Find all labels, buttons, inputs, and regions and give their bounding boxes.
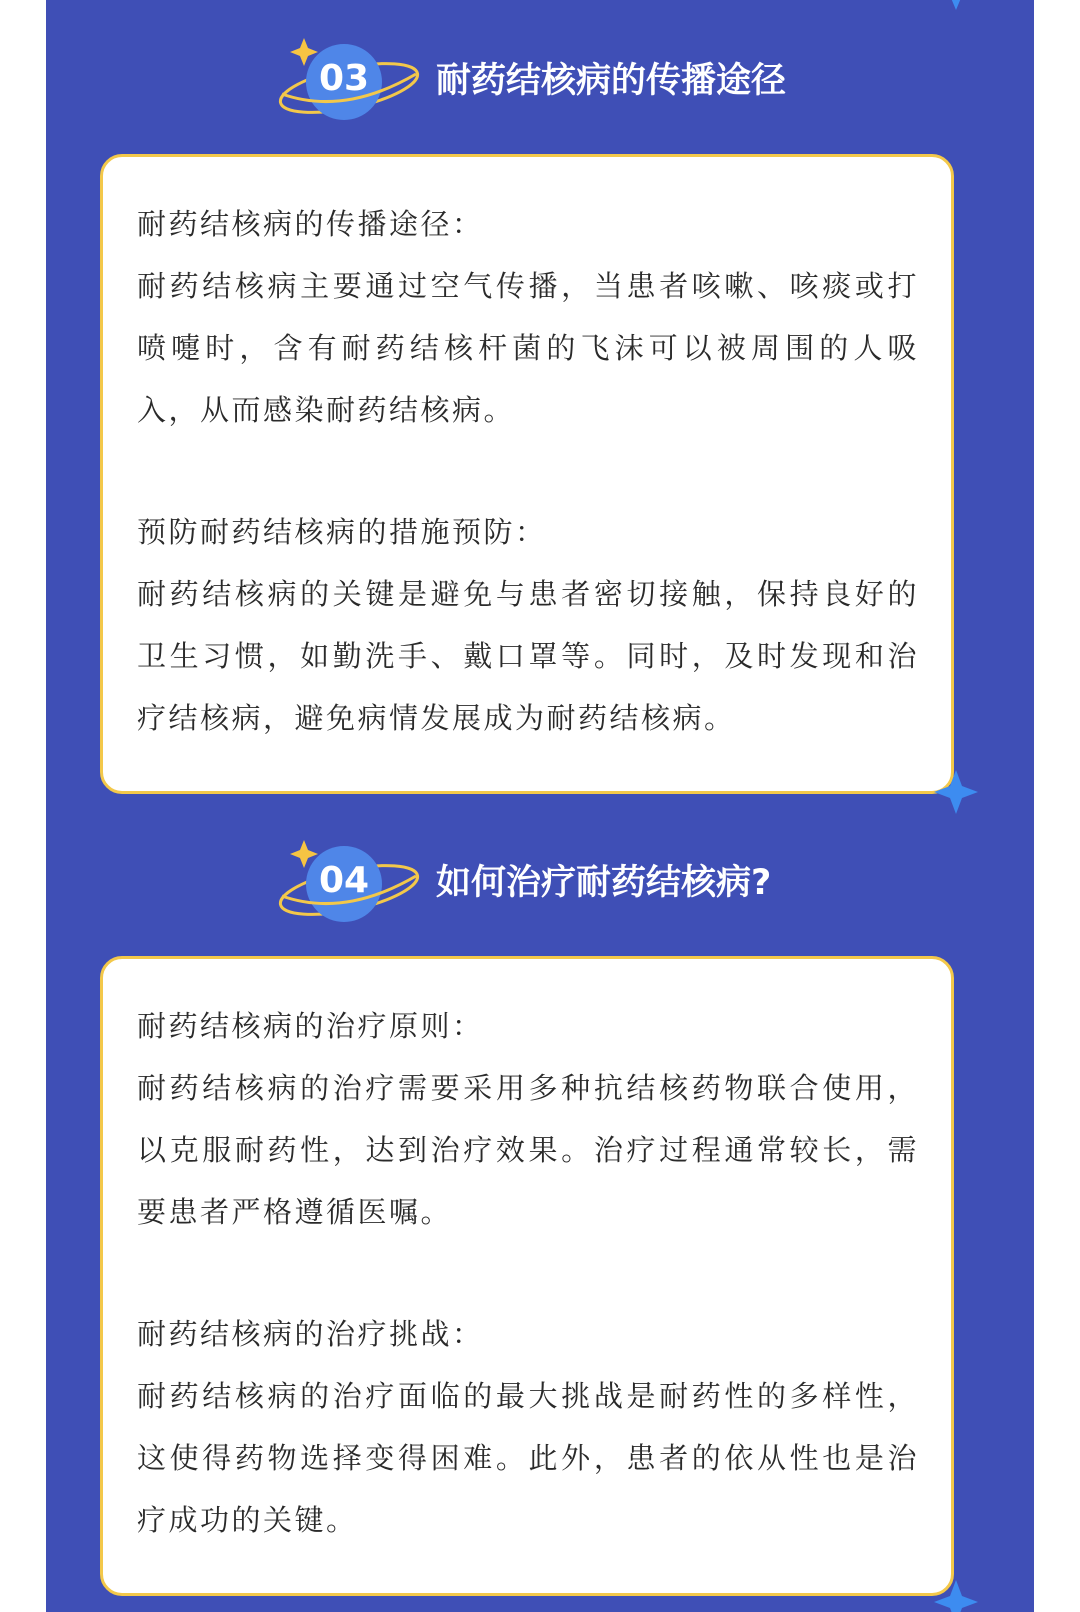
section-header-03 xyxy=(46,24,1034,134)
sparkle-icon xyxy=(926,0,986,16)
paragraph-heading: 耐药结核病的治疗挑战： xyxy=(137,1317,484,1351)
sparkle-icon xyxy=(926,1576,986,1612)
section-title: 如何治疗耐药结核病? xyxy=(436,863,772,903)
planet-badge-icon xyxy=(274,826,424,936)
paragraph-heading: 耐药结核病的传播途径： xyxy=(137,207,484,241)
paragraph-body: 耐药结核病的关键是避免与患者密切接触，保持良好的卫生习惯，如勤洗手、戴口罩等。同时，及时发现和治疗结核病，避免病情发展成为耐药结核病。 xyxy=(137,577,919,735)
sparkle-icon xyxy=(926,766,986,820)
section-title: 耐药结核病的传播途径 xyxy=(436,61,787,101)
section-number: 03 xyxy=(318,58,370,99)
paragraph-body: 耐药结核病的治疗面临的最大挑战是耐药性的多样性，这使得药物选择变得困难。此外，患者的依从性也是治疗成功的关键。 xyxy=(137,1379,919,1537)
page-background xyxy=(46,0,1034,1612)
content-card-04 xyxy=(100,956,954,1596)
planet-badge-icon xyxy=(274,24,424,134)
section-number: 04 xyxy=(318,860,370,901)
paragraph-body: 耐药结核病主要通过空气传播，当患者咳嗽、咳痰或打喷嚏时，含有耐药结核杆菌的飞沫可以被周围的人吸入，从而感染耐药结核病。 xyxy=(137,269,919,427)
paragraph-heading: 预防耐药结核病的措施预防： xyxy=(137,515,547,549)
paragraph-body: 耐药结核病的治疗需要采用多种抗结核药物联合使用，以克服耐药性，达到治疗效果。治疗过程通常较长，需要患者严格遵循医嘱。 xyxy=(137,1071,919,1229)
section-header-04 xyxy=(46,826,1034,936)
paragraph-heading: 耐药结核病的治疗原则： xyxy=(137,1009,484,1043)
content-card-03 xyxy=(100,154,954,794)
